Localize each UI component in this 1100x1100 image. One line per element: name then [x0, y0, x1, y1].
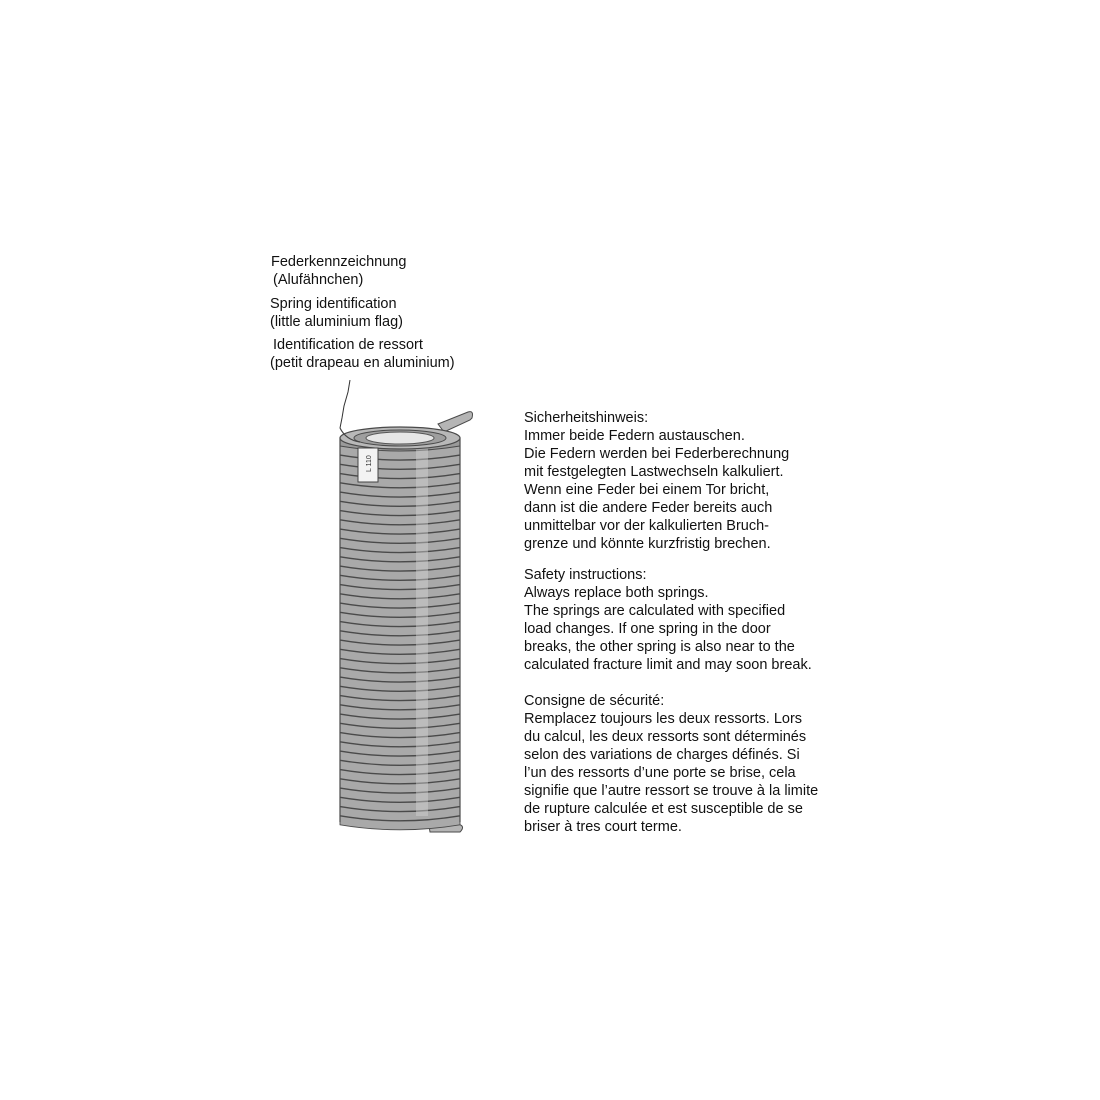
flag-label-english-line-1: Spring identification	[270, 296, 397, 312]
flag-label-english-line-2: (little aluminium flag)	[270, 314, 403, 330]
safety-note-english-line: The springs are calculated with specified	[524, 603, 786, 619]
safety-note-french	[524, 692, 818, 836]
safety-note-german-line: unmittelbar vor der kalkulierten Bruch-	[524, 518, 769, 534]
safety-note-french-line: l’un des ressorts d’une porte se brise, cela	[524, 765, 796, 781]
safety-note-german-line: Die Federn werden bei Federberechnung	[524, 446, 790, 462]
safety-note-german-line: Immer beide Federn austauschen.	[524, 428, 745, 444]
safety-note-german-heading: Sicherheitshinweis:	[524, 410, 649, 426]
spring-top-opening	[366, 432, 434, 444]
spring-coils	[340, 438, 460, 830]
flag-label-french-line-1: Identification de ressort	[273, 337, 423, 353]
safety-note-english-line: calculated fracture limit and may soon break.	[524, 657, 812, 673]
spring-top-tang	[438, 412, 473, 432]
safety-note-german-line: grenze und könnte kurzfristig brechen.	[524, 536, 771, 552]
safety-note-french-line: selon des variations de charges définés. Si	[524, 747, 800, 763]
aluminium-flag	[358, 448, 378, 482]
safety-note-german-line: dann ist die andere Feder bereits auch	[524, 500, 773, 516]
safety-note-french-line: du calcul, les deux ressorts sont déterminés	[524, 729, 807, 745]
flag-label-french-line-2: (petit drapeau en aluminium)	[270, 355, 455, 371]
spring-highlight	[416, 444, 428, 816]
flag-leader-line	[340, 380, 350, 428]
flag-tag-text: L 110	[366, 455, 373, 472]
safety-note-french-line: briser à tres court terme.	[524, 819, 682, 835]
safety-note-german-line: Wenn eine Feder bei einem Tor bricht,	[524, 482, 770, 498]
flag-label-german-line-2: (Alufähnchen)	[273, 272, 364, 288]
flag-label-german-line-1: Federkennzeichnung	[271, 254, 407, 270]
safety-note-english-line: load changes. If one spring in the door	[524, 621, 771, 637]
safety-note-french-line: signifie que l’autre ressort se trouve à la limite	[524, 783, 819, 799]
torsion-spring-illustration	[320, 380, 480, 840]
safety-note-german	[524, 409, 789, 553]
safety-note-english-line: breaks, the other spring is also near to the	[524, 639, 795, 655]
flag-label-german	[271, 253, 406, 289]
safety-note-english	[524, 566, 812, 674]
safety-note-english-heading: Safety instructions:	[524, 567, 647, 583]
safety-note-french-line: Remplacez toujours les deux ressorts. Lors	[524, 711, 803, 727]
flag-label-english	[270, 295, 403, 331]
safety-note-french-heading: Consigne de sécurité:	[524, 693, 665, 709]
safety-note-french-line: de rupture calculée et est susceptible de se	[524, 801, 803, 817]
safety-note-german-line: mit festgelegten Lastwechseln kalkuliert.	[524, 464, 784, 480]
flag-label-french	[270, 336, 455, 372]
safety-note-english-line: Always replace both springs.	[524, 585, 709, 601]
